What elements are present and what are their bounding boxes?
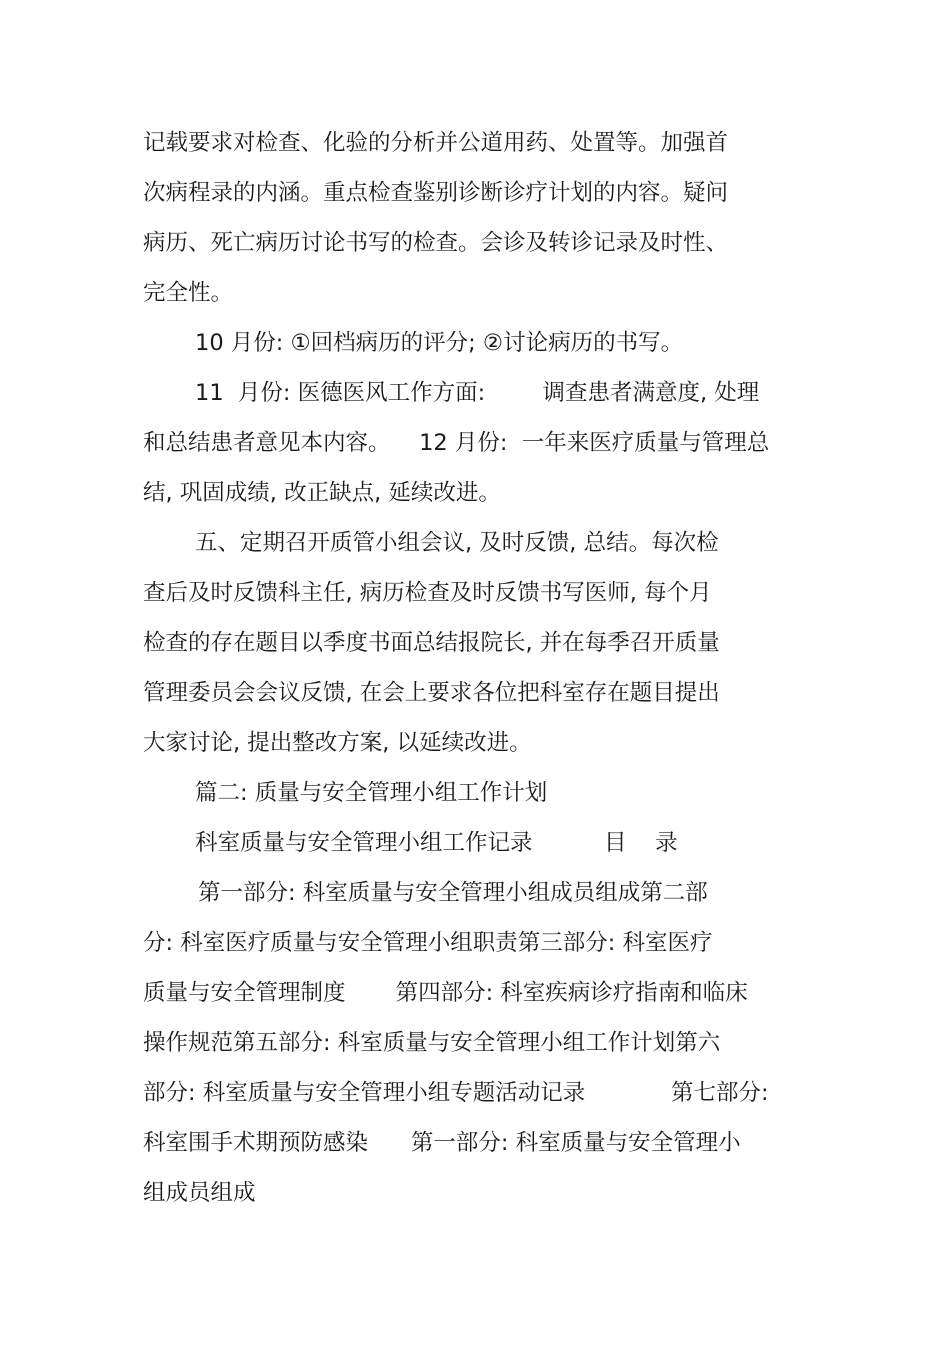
text-line: 完全性。 [143, 280, 234, 306]
text-line: 大家讨论, 提出整改方案, 以延续改进。 [143, 730, 532, 756]
text-line: 第一部分: 科室质量与安全管理小组成员组成第二部 [198, 880, 708, 906]
text-line: 记载要求对检查、化验的分析并公道用药、处置等。加强首 [143, 130, 729, 156]
text-line: 部分: 科室质量与安全管理小组专题活动记录 第七部分: [143, 1080, 769, 1106]
text-line: 和总结患者意见本内容。 12 月份: 一年来医疗质量与管理总 [143, 430, 770, 456]
text-line: 结, 巩固成绩, 改正缺点, 延续改进。 [143, 480, 501, 506]
text-line: 11 月份: 医德医风工作方面: 调查患者满意度, 处理 [195, 380, 760, 406]
text-line: 五、定期召开质管小组会议, 及时反馈, 总结。每次检 [195, 530, 719, 556]
text-line: 查后及时反馈科主任, 病历检查及时反馈书写医师, 每个月 [143, 580, 712, 606]
text-line: 分: 科室医疗质量与安全管理小组职责第三部分: 科室医疗 [143, 930, 713, 956]
text-line: 操作规范第五部分: 科室质量与安全管理小组工作计划第六 [143, 1030, 721, 1056]
text-line: 管理委员会会议反馈, 在会上要求各位把科室存在题目提出 [143, 680, 720, 706]
text-line: 10 月份: ①回档病历的评分; ②讨论病历的书写。 [195, 330, 684, 356]
section-heading: 篇二: 质量与安全管理小组工作计划 [195, 780, 548, 806]
toc-title: 科室质量与安全管理小组工作记录 目 录 [195, 830, 678, 856]
text-line: 组成员组成 [143, 1180, 256, 1206]
text-line: 质量与安全管理制度 第四部分: 科室疾病诊疗指南和临床 [143, 980, 748, 1006]
text-line: 病历、死亡病历讨论书写的检查。会诊及转诊记录及时性、 [143, 230, 729, 256]
text-line: 科室围手术期预防感染 第一部分: 科室质量与安全管理小 [143, 1130, 741, 1156]
text-line: 检查的存在题目以季度书面总结报院长, 并在每季召开质量 [143, 630, 720, 656]
text-line: 次病程录的内涵。重点检查鉴别诊断诊疗计划的内容。疑问 [143, 180, 729, 206]
